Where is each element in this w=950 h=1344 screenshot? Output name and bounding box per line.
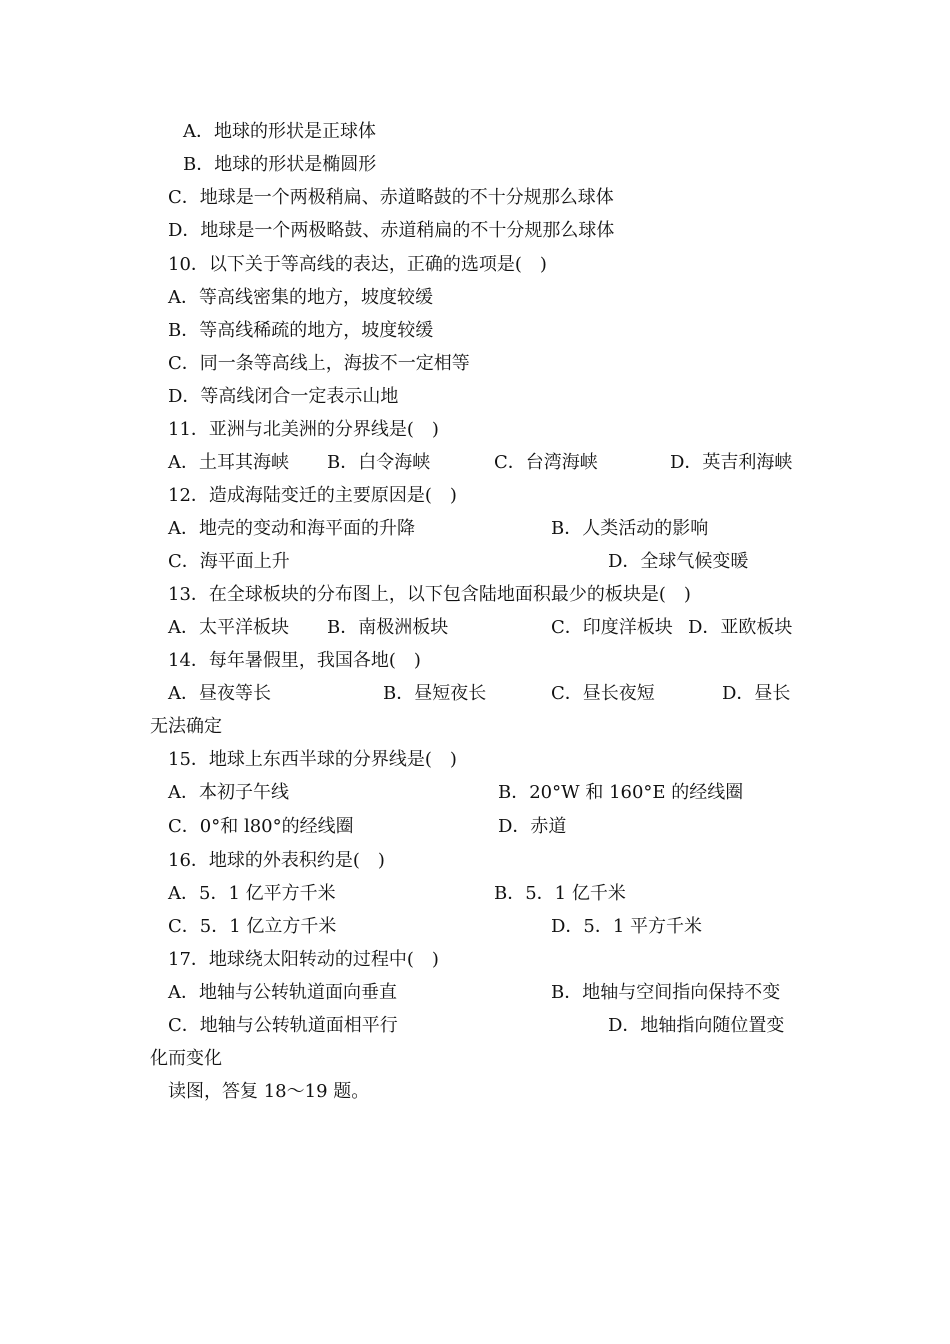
q14-option-b: B．昼短夜长 [383,683,487,704]
q16-option-c: C．5．1 亿立方千米 [168,916,337,937]
q12-option-a: A．地壳的变动和海平面的升降 [168,518,415,539]
q15-option-d: D．赤道 [498,816,567,837]
q10-stem: 10．以下关于等高线的表达，正确的选项是( ) [168,254,547,275]
q17-option-d: D．地轴指向随位置变 [608,1015,785,1036]
q11-option-d: D．英吉利海峡 [670,452,793,473]
q14-option-d: D．昼长 [722,683,791,704]
q12-stem: 12．造成海陆变迁的主要原因是( ) [168,485,457,506]
q15-option-b: B．20°W 和 160°E 的经线圈 [498,782,744,803]
q14-option-c: C．昼长夜短 [551,683,655,704]
q13-option-a: A．太平洋板块 [168,617,289,638]
q16-option-a: A．5．1 亿平方千米 [168,883,336,904]
q16-option-b: B．5．1 亿千米 [494,883,626,904]
q14-stem: 14．每年暑假里，我国各地( ) [168,650,421,671]
q17-stem: 17．地球绕太阳转动的过程中( ) [168,949,439,970]
q17-option-a: A．地轴与公转轨道面向垂直 [168,982,397,1003]
q11-option-a: A．土耳其海峡 [168,452,289,473]
q10-option-d: D．等高线闭合一定表示山地 [168,386,399,407]
q10-option-c: C．同一条等高线上，海拔不一定相等 [168,353,470,374]
q17-option-d-continued: 化而变化 [150,1048,222,1069]
q11-option-c: C．台湾海峡 [494,452,598,473]
q15-option-c: C．0°和 l80°的经线圈 [168,816,354,837]
q16-stem: 16．地球的外表积约是( ) [168,850,385,871]
q12-option-d: D．全球气候变暖 [608,551,749,572]
q11-option-b: B．白令海峡 [327,452,431,473]
q13-option-c: C．印度洋板块 [551,617,673,638]
q13-stem: 13．在全球板块的分布图上，以下包含陆地面积最少的板块是( ) [168,584,691,605]
q10-option-b: B．等高线稀疏的地方，坡度较缓 [168,320,434,341]
q15-option-a: A．本初子午线 [168,782,289,803]
reading-instruction: 读图，答复 18～19 题。 [168,1081,370,1102]
q17-option-b: B．地轴与空间指向保持不变 [551,982,781,1003]
q9-option-d: D．地球是一个两极略鼓、赤道稍扁的不十分规那么球体 [168,220,615,241]
q16-option-d: D．5．1 平方千米 [551,916,703,937]
q13-option-b: B．南极洲板块 [327,617,449,638]
q14-option-a: A．昼夜等长 [168,683,271,704]
q9-option-c: C．地球是一个两极稍扁、赤道略鼓的不十分规那么球体 [168,187,614,208]
q17-option-c: C．地轴与公转轨道面相平行 [168,1015,398,1036]
q14-option-d-continued: 无法确定 [150,716,222,737]
q12-option-b: B．人类活动的影响 [551,518,709,539]
q10-option-a: A．等高线密集的地方，坡度较缓 [168,287,433,308]
q13-option-d: D．亚欧板块 [688,617,793,638]
q11-stem: 11．亚洲与北美洲的分界线是( ) [168,419,439,440]
q12-option-c: C．海平面上升 [168,551,290,572]
q9-option-a: A．地球的形状是正球体 [183,121,376,142]
q15-stem: 15．地球上东西半球的分界线是( ) [168,749,457,770]
q9-option-b: B．地球的形状是椭圆形 [183,154,377,175]
